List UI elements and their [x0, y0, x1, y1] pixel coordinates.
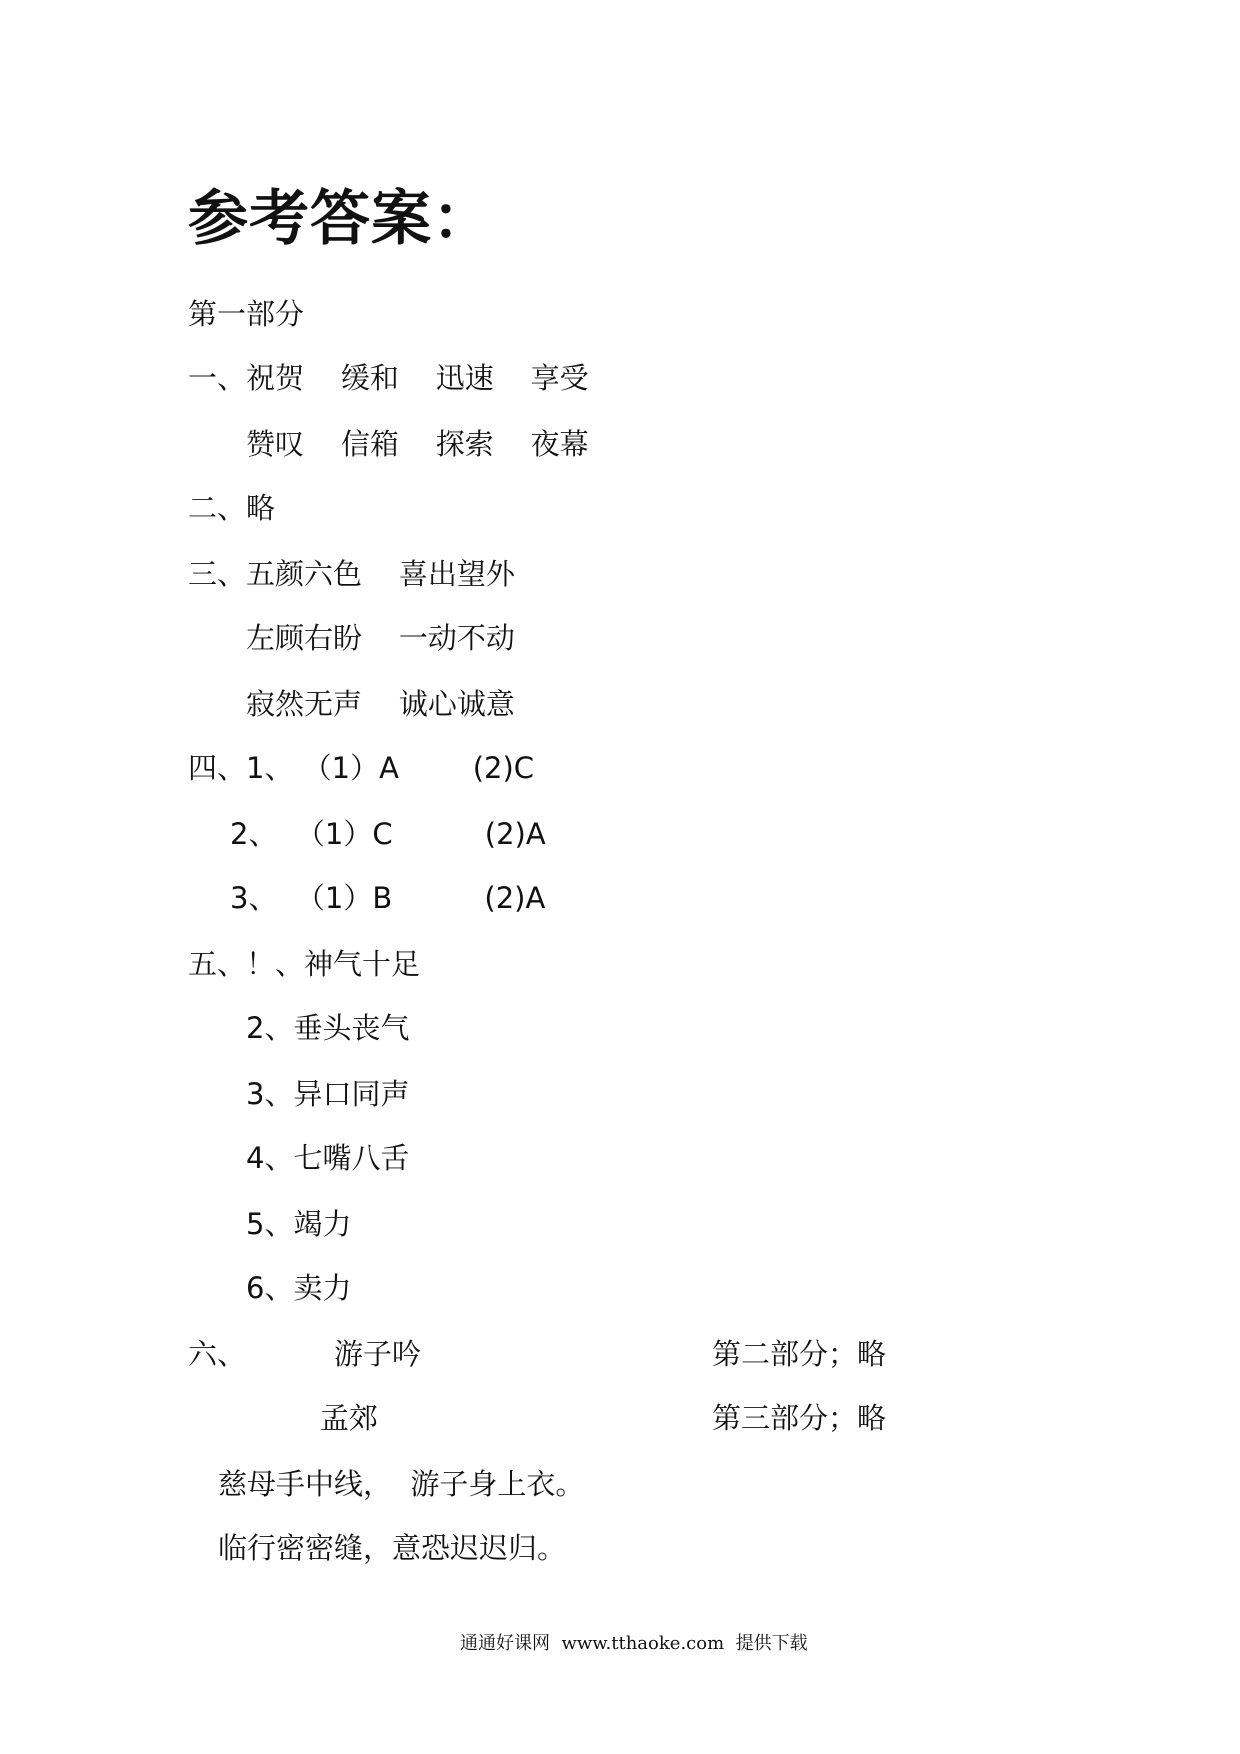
- section-4-row-2: 2、 （1）C (2)A: [230, 817, 546, 851]
- section-1-row-2: 赞叹 信箱 探索 夜幕: [246, 427, 589, 461]
- poem-author: 孟郊: [320, 1401, 379, 1435]
- section-6-label: 六、: [188, 1337, 247, 1371]
- section-2: 二、略: [188, 491, 276, 525]
- page-title: 参考答案：: [188, 184, 493, 254]
- section-5-row-4: 4、七嘴八舌: [246, 1141, 410, 1175]
- section-4-row-1: 四、1、 （1）A (2)C: [188, 751, 535, 785]
- poem-verse-2: 临行密密缝，意恐迟迟归。: [218, 1531, 567, 1565]
- section-5-row-1: 五、！、神气十足: [188, 947, 421, 981]
- poem-title: 游子吟: [334, 1337, 422, 1371]
- part-two-note: 第二部分；略: [712, 1337, 887, 1371]
- section-3-row-2: 左顾右盼 一动不动: [246, 621, 515, 655]
- footer-source: 通通好课网 www.tthaoke.com 提供下载: [460, 1633, 808, 1654]
- section-5-row-2: 2、垂头丧气: [246, 1011, 410, 1045]
- part-three-note: 第三部分；略: [712, 1401, 887, 1435]
- section-5-row-6: 6、卖力: [246, 1271, 352, 1305]
- poem-verse-1: 慈母手中线， 游子身上衣。: [218, 1467, 585, 1501]
- section-4-row-3: 3、 （1）B (2)A: [230, 881, 546, 915]
- section-3-row-3: 寂然无声 诚心诚意: [246, 687, 515, 721]
- section-3-row-1: 三、五颜六色 喜出望外: [188, 557, 515, 591]
- section-5-row-3: 3、异口同声: [246, 1077, 410, 1111]
- section-1-row-1: 一、祝贺 缓和 迅速 享受: [188, 361, 589, 395]
- section-5-row-5: 5、竭力: [246, 1207, 352, 1241]
- part-one-heading: 第一部分: [188, 297, 305, 331]
